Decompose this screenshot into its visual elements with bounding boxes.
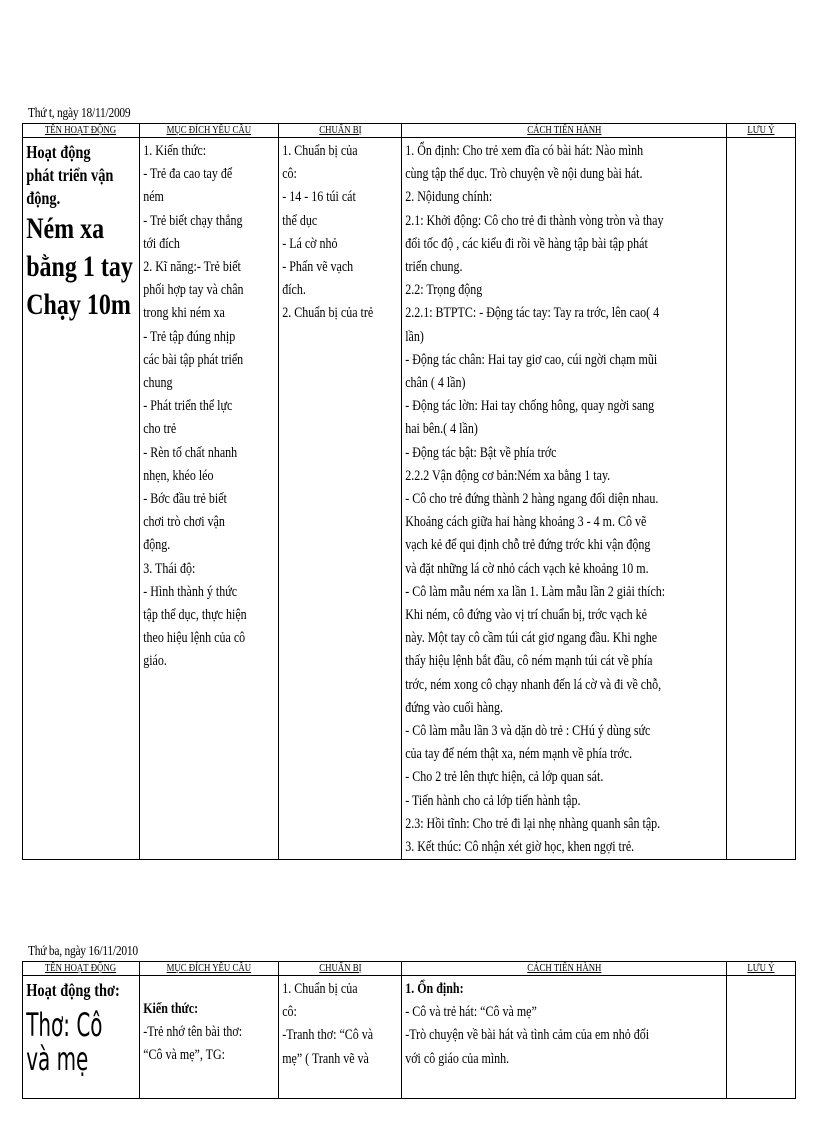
activity-name-line: và mẹ — [26, 1040, 89, 1078]
text-line: lần) — [405, 328, 424, 345]
goals-cell — [140, 976, 279, 1099]
activity-title-line: phát triển vận — [26, 165, 114, 185]
text-line: - Phát triển thể lực — [143, 398, 233, 415]
text-line: 2. Nộidung chính: — [405, 189, 493, 206]
text-line: - Động tác bật: Bật về phía trớc — [405, 444, 557, 461]
text-line: 2.2.2 Vận động cơ bản:Ném xa bằng 1 tay. — [405, 467, 611, 484]
table-row — [23, 976, 796, 1099]
text-line: cô: — [282, 166, 297, 183]
text-line: trong khi ném xa — [143, 305, 225, 322]
text-line: cùng tập thể dục. Trò chuyện về nội dung bài hát. — [405, 166, 643, 183]
text-line: - Cô làm mẫu lần 3 và dặn dò trẻ : CHú ý dùng sức — [405, 723, 651, 740]
text-line: chung — [143, 375, 173, 392]
header-preparation: CHUẨN BỊ — [279, 124, 402, 138]
preparation-cell — [279, 138, 402, 860]
text-line: các bài tập phát triển — [143, 351, 244, 368]
text-line: mẹ” ( Tranh vẽ và — [282, 1050, 369, 1067]
activity-name-line: Chạy 10m — [26, 288, 131, 321]
text-line: cho trẻ — [143, 421, 177, 438]
text-line: -Tranh thơ: “Cô và — [282, 1027, 374, 1044]
text-line: Khoảng cách giữa hai hàng khoảng 3 - 4 m. Cô vẽ — [405, 514, 647, 531]
activity-name-line: bằng 1 tay — [26, 250, 133, 283]
header-goals: MỤC ĐÍCH YÊU CẦU — [140, 962, 279, 976]
steps-heading: 1. Ổn định: — [405, 981, 464, 997]
notes-cell — [727, 138, 796, 860]
header-notes: LƯU Ý — [727, 124, 796, 138]
text-line: - Cô cho trẻ đứng thành 2 hàng ngang đối diện nhau. — [405, 491, 659, 508]
text-line: - Trẻ tập đúng nhịp — [143, 328, 236, 345]
text-line: vạch kẻ để qui định chỗ trẻ đứng trớc khi vận động — [405, 537, 651, 554]
activity-name-line: Ném xa — [26, 212, 105, 245]
text-line: - Bớc đầu trẻ biết — [143, 491, 227, 508]
text-line: chân ( 4 lần) — [405, 375, 466, 392]
activity-name-line: Thơ: Cô — [26, 1006, 103, 1044]
text-line: giáo. — [143, 653, 167, 670]
text-line: 1. Kiến thức: — [143, 143, 207, 159]
text-line: ném — [143, 189, 164, 206]
text-line: - Động tác lờn: Hai tay chống hông, quay ngời sang — [405, 398, 655, 415]
text-line: 3. Kết thúc: Cô nhận xét giờ học, khen ngợi trẻ. — [405, 839, 635, 856]
header-goals: MỤC ĐÍCH YÊU CẦU — [140, 124, 279, 138]
text-line: - Tiến hành cho cả lớp tiến hành tập. — [405, 792, 581, 809]
header-preparation: CHUẨN BỊ — [279, 962, 402, 976]
goals-heading: Kiến thức: — [143, 1001, 199, 1017]
text-line: 1. Chuẩn bị của — [282, 981, 358, 997]
text-line: 3. Thái độ: — [143, 560, 196, 577]
text-line: - Phấn vẽ vạch — [282, 259, 354, 276]
text-line: này. Một tay cô cầm túi cát giơ ngang đầu. Khi nghe — [405, 630, 658, 647]
text-line: -Trò chuyện về bài hát và tình cảm của em nhỏ đối — [405, 1027, 650, 1044]
text-line: -Trẻ nhớ tên bài thơ: — [143, 1024, 243, 1041]
text-line: - Cô làm mẫu ném xa lần 1. Làm mẫu lần 2 giải thích: — [405, 583, 666, 600]
lesson-plan-table — [22, 961, 796, 1099]
procedure-cell — [402, 976, 727, 1099]
activity-title-line: Hoạt động thơ: — [26, 980, 120, 1000]
text-line: - Cho 2 trẻ lên thực hiện, cả lớp quan sát. — [405, 769, 604, 786]
text-line: - Trẻ đa cao tay để — [143, 166, 233, 183]
text-line: 1. Ổn định: Cho trẻ xem đĩa có bài hát: Nào mình — [405, 143, 644, 159]
table-row — [23, 138, 796, 860]
text-line: trớc, ném xong cô chạy nhanh đến lá cờ và đi về chỗ, — [405, 676, 662, 693]
header-activity-name: TÊN HOẠT ĐỘNG — [23, 962, 140, 976]
text-line: 2. Kĩ năng:- Trẻ biết — [143, 259, 241, 276]
text-line: 2.3: Hồi tĩnh: Cho trẻ đi lại nhẹ nhàng quanh sân tập. — [405, 815, 661, 832]
text-line: của tay để ném thật xa, ném mạnh về phía trớc. — [405, 746, 633, 763]
text-line: triển chung. — [405, 259, 463, 276]
text-line: đứng vào cuối hàng. — [405, 699, 504, 716]
header-procedure: CÁCH TIẾN HÀNH — [402, 962, 727, 976]
date-line: Thứ ba, ngày 16/11/2010 — [28, 944, 138, 959]
text-line: 2.2.1: BTPTC: - Động tác tay: Tay ra trớc, lên cao( 4 — [405, 305, 660, 322]
text-line: hai bên.( 4 lần) — [405, 421, 478, 438]
text-line: - 14 - 16 túi cát — [282, 189, 356, 206]
header-procedure: CÁCH TIẾN HÀNH — [402, 124, 727, 138]
text-line: - Lá cờ nhỏ — [282, 235, 338, 252]
text-line: với cô giáo của mình. — [405, 1050, 510, 1067]
text-line: - Rèn tố chất nhanh — [143, 444, 238, 461]
text-line: chơi trò chơi vận — [143, 514, 225, 531]
text-line: động. — [143, 537, 171, 554]
text-line: phối hợp tay và chân — [143, 282, 244, 299]
notes-cell — [727, 976, 796, 1099]
table-header-row — [23, 124, 796, 138]
text-line: - Cô và trẻ hát: “Cô và mẹ” — [405, 1004, 537, 1021]
text-line: - Trẻ biết chạy thẳng — [143, 212, 243, 229]
date-line: Thứ t, ngày 18/11/2009 — [28, 106, 131, 121]
notes-text — [727, 138, 795, 140]
header-activity-name: TÊN HOẠT ĐỘNG — [23, 124, 140, 138]
activity-title-line: động. — [26, 188, 61, 208]
text-line: theo hiệu lệnh của cô — [143, 630, 246, 647]
goals-cell — [140, 138, 279, 860]
text-line: tập thể dục, thực hiện — [143, 607, 247, 624]
text-line: nhẹn, khéo léo — [143, 467, 214, 484]
text-line: tới đích — [143, 235, 180, 252]
text-line: đích. — [282, 282, 306, 299]
text-line: 2.2: Trọng động — [405, 282, 483, 299]
procedure-cell — [402, 138, 727, 860]
text-line: Khi ném, cô đứng vào vị trí chuẩn bị, trớc vạch kẻ — [405, 607, 647, 624]
text-line: 2.1: Khởi động: Cô cho trẻ đi thành vòng tròn và thay — [405, 212, 664, 229]
preparation-cell — [279, 976, 402, 1099]
text-line: “Cô và mẹ”, TG: — [143, 1047, 225, 1064]
text-line: thấy hiệu lệnh bắt đầu, cô ném mạnh túi cát về phía — [405, 653, 653, 670]
notes-text — [727, 976, 795, 978]
activity-cell — [23, 976, 140, 1099]
text-line: cô: — [282, 1004, 297, 1021]
text-line: và đặt những lá cờ nhỏ cách vạch kẻ khoảng 10 m. — [405, 560, 649, 577]
text-line: thể dục — [282, 212, 318, 229]
text-line: - Động tác chân: Hai tay giơ cao, cúi ngời chạm mũi — [405, 351, 658, 368]
text-line: đổi tốc độ , các kiểu đi rồi về hàng tập bài tập phát — [405, 235, 648, 252]
table-header-row — [23, 962, 796, 976]
text-line: 2. Chuẩn bị của trẻ — [282, 305, 374, 322]
header-notes: LƯU Ý — [727, 962, 796, 976]
lesson-plan-table — [22, 123, 796, 860]
text-line: - Hình thành ý thức — [143, 583, 238, 600]
text-line: 1. Chuẩn bị của — [282, 143, 358, 159]
activity-title-line: Hoạt động — [26, 142, 91, 162]
activity-cell — [23, 138, 140, 860]
